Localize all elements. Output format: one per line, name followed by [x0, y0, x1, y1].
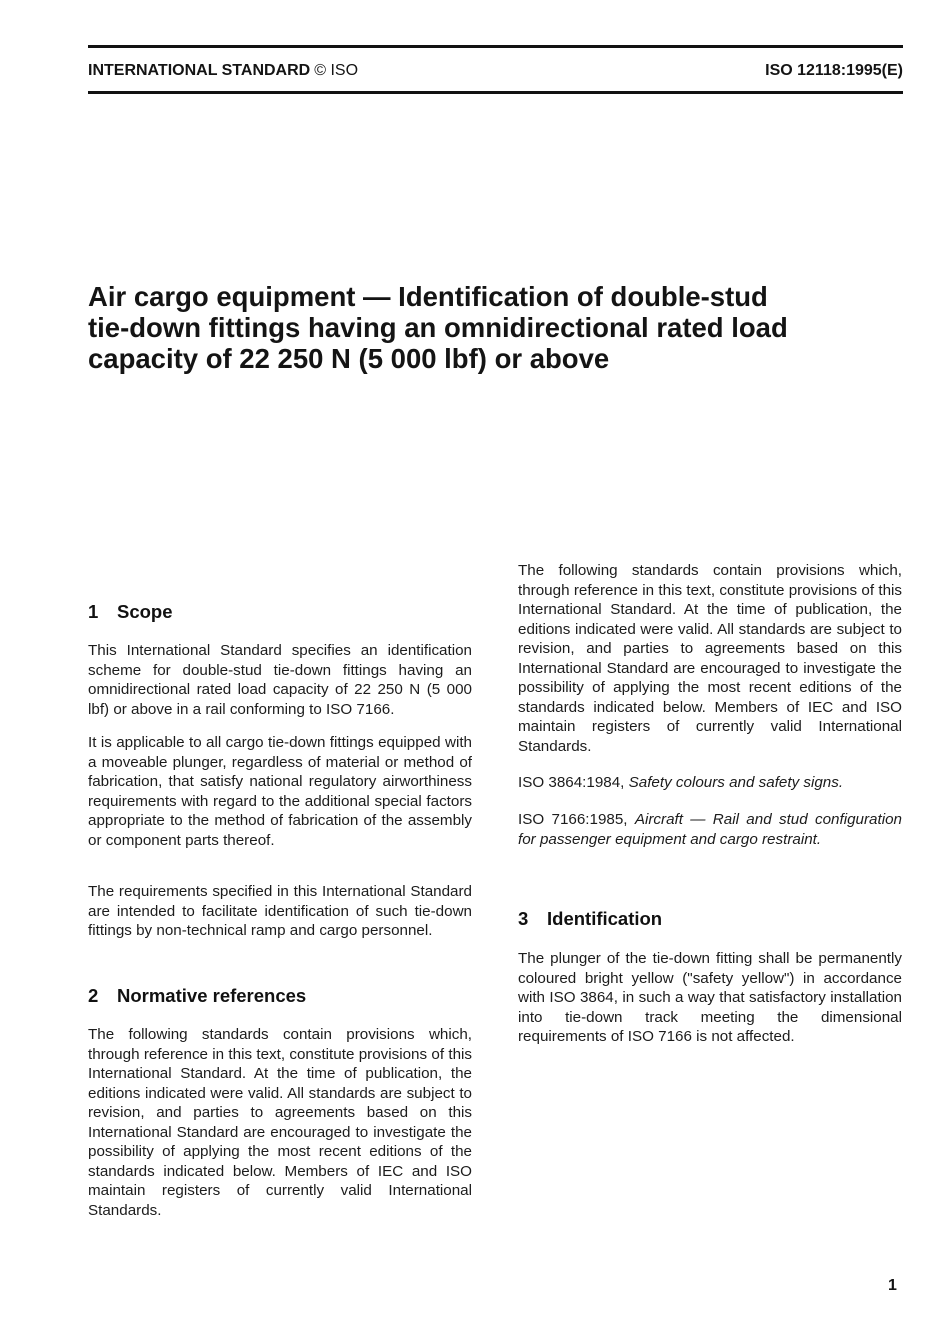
reference-iso-3864 — [518, 773, 902, 793]
section-number: 1 — [88, 601, 99, 622]
section-normative-heading — [88, 984, 472, 1008]
reference-code: ISO 7166:1985, — [518, 811, 628, 828]
header-document-number: ISO 12118:1995(E) — [765, 62, 903, 79]
section-identification-heading — [518, 907, 902, 931]
identification-paragraph: The plunger of the tie-down fitting shall be permanently coloured bright yellow ("safety yellow") in accordance with ISO 3864, in such a way that satisfactory installation into tie-down track meeting the dimensional requirements of ISO 7166 is not affected. — [518, 950, 902, 1045]
header-standard-label: INTERNATIONAL STANDARD — [88, 62, 311, 79]
section-title: Scope — [117, 601, 173, 622]
normative-intro-text: The following standards contain provisions which, through reference in this text, constitute provisions of this International Standard. At the time of publication, the editions indicated were valid. All standards are subject to revision, and parties to agreements based on this International Standard are encouraged to investigate the possibility of applying the most recent editions of the standards indicated below. Members of IEC and ISO maintain registers of currently valid International Standards. — [88, 1026, 472, 1219]
section-scope-heading — [88, 600, 472, 624]
section-number: 3 — [518, 908, 529, 929]
header-bottom-rule — [88, 91, 903, 94]
scope-paragraph-2: It is applicable to all cargo tie-down fittings equipped with a moveable plunger, regardless of material or method of fabrication, that satisfy national regulatory airworthiness requirements with regard to the additional special factors appropriate to the method of fabrication of the assembly or component parts thereof. — [88, 734, 472, 849]
reference-code: ISO 3864:1984, — [518, 774, 625, 791]
scope-paragraph-1: This International Standard specifies an identification scheme for double-stud tie-down fittings having an omnidirectional rated load capacity of 22 250 N (5 000 lbf) or above in a rail conforming to ISO 7166. — [88, 642, 472, 718]
reference-iso-7166 — [518, 810, 902, 849]
document-title: Air cargo equipment — Identification of double-stud tie-down fittings having an omnidirectional rated load capacity of 22 250 N (5 000 lbf) or above — [88, 281, 788, 374]
reference-title: Safety colours and safety signs. — [628, 774, 844, 791]
normative-intro-continued: The following standards contain provisions which, through reference in this text, constitute provisions of this International Standard. At the time of publication, the editions indicated were valid. All standards are subject to revision, and parties to agreements based on this International Standard are encouraged to investigate the possibility of applying the most recent editions of the standards indicated below. Members of IEC and ISO maintain registers of currently valid International Standards. — [518, 562, 902, 755]
section-title: Normative references — [117, 985, 307, 1006]
normative-intro-part-2 — [518, 562, 902, 756]
header-left — [88, 60, 358, 82]
scope-paragraph-3: The requirements specified in this International Standard are intended to facilitate identification of such tie-down fittings by non-technical ramp and cargo personnel. — [88, 883, 472, 939]
section-title: Identification — [547, 908, 663, 929]
page-number: 1 — [888, 1277, 897, 1294]
header-top-rule — [88, 45, 903, 48]
reference-title: Aircraft — Rail and stud configuration for passenger equipment and cargo restraint. — [518, 811, 902, 848]
header-copyright: © ISO — [314, 62, 359, 79]
section-number: 2 — [88, 985, 99, 1006]
normative-intro-part-1 — [88, 1025, 472, 1219]
running-header — [88, 60, 903, 82]
